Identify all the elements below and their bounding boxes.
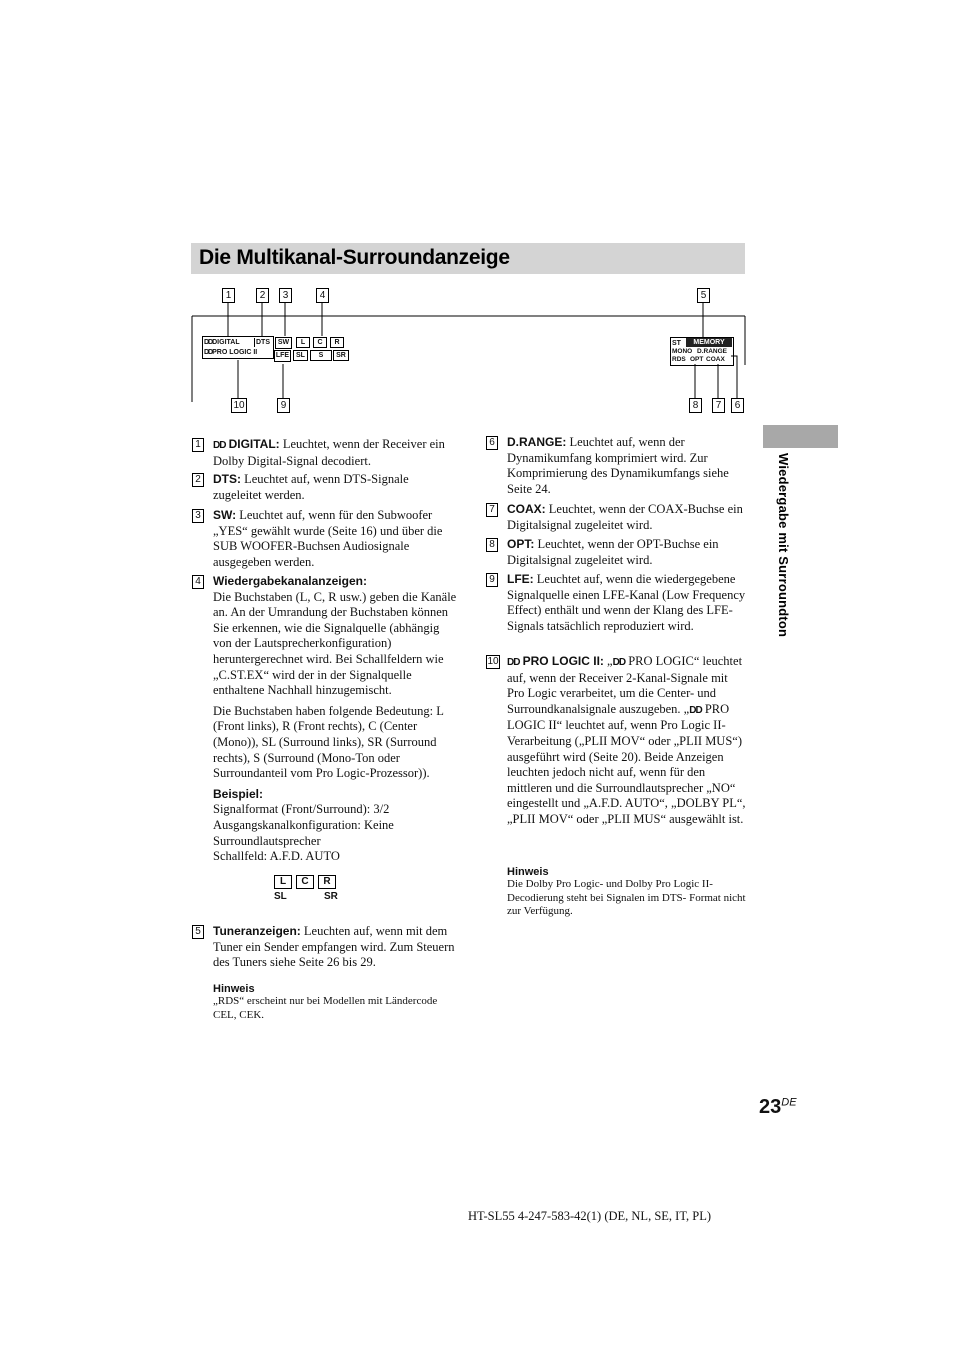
list-item-5 [192, 924, 457, 971]
list-item-8 [486, 537, 748, 568]
item-text: Leuchtet auf, wenn DTS-Signale zugeleitet werden. [213, 472, 409, 502]
right-note [507, 866, 747, 919]
item-text: Leuchtet auf, wenn für den Subwoofer „YES“ gewählt wurde (Seite 16) und über die SUB WOOFER-Buchsen Audiosignale ausgegeben werden. [213, 508, 443, 569]
dolby-symbol: DD [612, 657, 626, 668]
item-label: Wiedergabekanalanzeigen: [213, 574, 367, 588]
note-heading: Hinweis [507, 866, 549, 878]
indicator-opt: OPT [690, 356, 704, 363]
callout-4: 4 [316, 288, 329, 303]
item-number: 4 [192, 575, 204, 589]
list-item-9 [486, 572, 748, 634]
page-title: Die Multikanal-Surroundanzeige [199, 246, 510, 269]
item-text: „ [603, 654, 613, 668]
item-label: COAX: [507, 502, 546, 516]
example-line: Ausgangskanalkonfiguration: Keine Surroundlautsprecher [213, 817, 394, 848]
dolby-symbol: DD [689, 704, 702, 716]
display-format-block [202, 336, 274, 359]
item-number: 3 [192, 509, 204, 523]
channel-r: R [330, 337, 344, 348]
list-item-4 [192, 574, 457, 865]
sidebar-label: Wiedergabe mit Surroundton [776, 453, 791, 638]
example-channel-sr: SR [324, 891, 338, 902]
item-text: PRO LOGIC“ leuchtet auf, wenn der Receiver 2-Kanal-Signale mit Pro Logic verarbeitet, um die Center- und Surroundkanalsignale auszugeben. „ [507, 654, 743, 716]
pro-logic-indicator [204, 348, 257, 357]
example-channel-sl: SL [274, 891, 287, 902]
indicator-drange: D.RANGE [697, 348, 727, 355]
channel-c: C [313, 337, 327, 348]
note-text: Die Dolby Pro Logic- und Dolby Pro Logic II-Decodierung steht bei Signalen im DTS- Format nicht zur Verfügung. [507, 878, 746, 917]
indicator-rds: RDS [672, 356, 686, 363]
callout-10: 10 [231, 398, 247, 413]
item-text: PRO LOGIC II“ leuchtet auf, wenn Pro Logic II-Verarbeitung („PLII MOV“ oder „PLII MUS“) ausgeführt wird (Seite 20). Beide Anzeigen leuchten jedoch nicht auf, wenn für den mittleren und die Surroundlautsprecher „NO“ eingestellt und „A.F.D. AUTO“, „DOLBY PL“, „PLII MOV“ oder „PLII MUS“ ausgewählt ist. [507, 701, 746, 826]
item-label: LFE: [507, 572, 534, 586]
item-label: PRO LOGIC II: [522, 654, 604, 668]
channel-sl: SL [293, 350, 308, 361]
dolby-symbol: DD [507, 657, 520, 668]
example-channel-c: C [296, 875, 314, 889]
dolby-symbol: DD [204, 349, 213, 356]
item-number: 10 [487, 656, 499, 667]
item-number: 8 [486, 538, 498, 552]
example-display [274, 875, 344, 905]
indicator-mono: MONO [672, 348, 693, 355]
dolby-symbol: DD [213, 440, 226, 451]
item-text: Leuchtet auf, wenn der Dynamikumfang komprimiert wird. Zur Komprimierung des Dynamikumfangs siehe Seite 24. [507, 435, 729, 496]
indicator-memory: MEMORY [686, 338, 732, 347]
item-label: DTS: [213, 472, 241, 486]
item-text-2: Die Buchstaben haben folgende Bedeutung: L (Front links), R (Front rechts), C (Center (Mono)), SL (Surround links), SR (Surround rechts), S (Surround (Mono-Ton oder Surroundanteil vom Pro Logic-Prozessor)). [213, 703, 444, 781]
display-channel-block [274, 336, 350, 364]
channel-sw: SW [275, 337, 292, 349]
page-number-value: 23 [759, 1096, 782, 1118]
item-label: SW: [213, 508, 237, 522]
list-item-2 [192, 472, 457, 503]
callout-3: 3 [279, 288, 292, 303]
pro-logic-text: PRO LOGIC II [212, 349, 258, 356]
indicator-st: ST [672, 340, 681, 347]
callout-9: 9 [277, 398, 290, 413]
example-line: Schallfeld: A.F.D. AUTO [213, 849, 340, 864]
callout-1: 1 [222, 288, 235, 303]
left-note [213, 983, 458, 1022]
dts-indicator: DTS [256, 339, 270, 346]
note-heading: Hinweis [213, 983, 255, 995]
dolby-digital-indicator [204, 338, 240, 347]
example-channel-l: L [274, 875, 292, 889]
item-text: Leuchten auf, wenn mit dem Tuner ein Sender empfangen wird. Zum Steuern des Tuners siehe Seite 26 bis 29. [213, 924, 455, 970]
channel-s: S [310, 350, 332, 361]
page-number [759, 1096, 797, 1119]
item-text: Leuchtet, wenn der OPT-Buchse ein Digitalsignal zugeleitet wird. [507, 537, 719, 567]
list-item-7 [486, 502, 748, 533]
list-item-1 [192, 437, 457, 469]
callout-5: 5 [697, 288, 710, 303]
dolby-symbol: DD [204, 339, 213, 346]
item-text: Leuchtet auf, wenn die wiedergegebene Signalquelle einen LFE-Kanal (Low Frequency Effect) enthält und wenn der Klang des LFE-Signals tatsächlich reproduziert wird. [507, 572, 746, 633]
item-label: OPT: [507, 537, 535, 551]
example-channel-r: R [318, 875, 336, 889]
item-label: DIGITAL: [228, 437, 280, 451]
item-text: Leuchtet, wenn der Receiver ein Dolby Digital-Signal decodiert. [213, 437, 445, 468]
callout-6: 6 [731, 398, 744, 413]
note-text: „RDS“ erscheint nur bei Modellen mit Ländercode CEL, CEK. [213, 995, 438, 1021]
callout-7: 7 [712, 398, 725, 413]
callout-8: 8 [689, 398, 702, 413]
item-number: 7 [486, 503, 498, 517]
item-number: 2 [192, 473, 204, 487]
example-line: Signalformat (Front/Surround): 3/2 [213, 802, 390, 817]
example-label: Beispiel: [213, 786, 264, 801]
diagram-lines [0, 0, 954, 430]
indicator-coax: COAX [706, 356, 725, 363]
item-label: D.RANGE: [507, 435, 567, 449]
callout-2: 2 [256, 288, 269, 303]
list-item-10 [486, 654, 748, 828]
channel-sr: SR [333, 350, 349, 361]
item-number: 5 [192, 925, 204, 939]
display-diagram [0, 0, 954, 430]
item-text: Die Buchstaben (L, C, R usw.) geben die Kanäle an. An der Umrandung der Buchstaben können Sie erkennen, wie die Signalquelle (abhängig von der Lautsprecherkonfiguration) heruntergerechnet wird. Bei Schallfeldern wie „C.ST.EX“ wird der in der Signalquelle enthaltene Nachhall hinzugemischt. [213, 589, 457, 698]
item-number: 1 [192, 438, 204, 452]
channel-l: L [296, 337, 310, 348]
item-label: Tuneranzeigen: [213, 924, 301, 938]
page-suffix: DE [781, 1096, 797, 1109]
list-item-3 [192, 508, 457, 570]
item-number: 9 [486, 573, 498, 587]
channel-lfe: LFE [274, 350, 291, 362]
display-tuner-block [670, 337, 734, 366]
item-number: 6 [486, 436, 498, 450]
model-line: HT-SL55 4-247-583-42(1) (DE, NL, SE, IT, PL) [468, 1209, 712, 1223]
list-item-6 [486, 435, 748, 497]
item-text: Leuchtet, wenn der COAX-Buchse ein Digitalsignal zugeleitet wird. [507, 502, 743, 532]
digital-text: DIGITAL [212, 339, 240, 346]
